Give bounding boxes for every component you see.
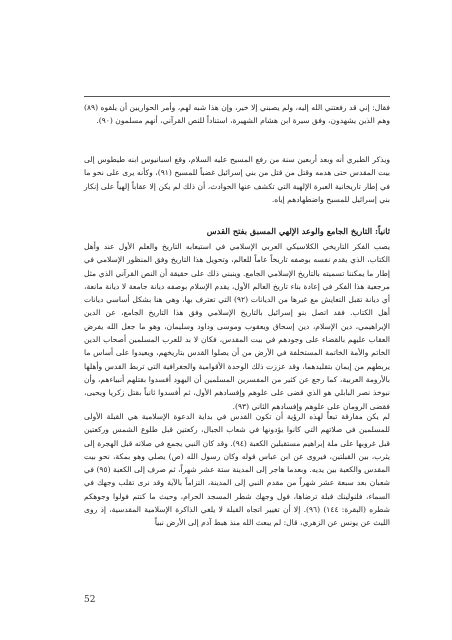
top-rule bbox=[84, 96, 390, 97]
paragraph-4 bbox=[84, 410, 390, 530]
paragraph-2-text: ويذكر الطبري أنه وبعد أربعين سنة من رفع المسيح عليه السلام، وقع اسبانيوس ابنه طيطوس إلى بيت المقدس حتى هدمه وقتل من قتل من بني إسرائيل غضباً للمسيح (٩١)، وكأنه يرى على نحو ما في إطار تاريخانية العبرة الإلهية التي تكشف عنها الحوادث، أن ذلك لم يكن إلا عقاباً إلهياً على إنكار بني إسرائيل للمسيح واضطهادهم إياه. bbox=[84, 155, 390, 204]
paragraph-1-text: فقال: إني قد رفعتني الله إليه، ولم يصبني إلا خير، وإن هذا شبه لهم، وأمر الحواريين أن يلقوه (٨٩) وهم الذين يشهدون، وفق سيرة ابن هشام الشهيرة، استناداً للنص القرآني، أنهم مسلمون (٩٠). bbox=[84, 103, 390, 126]
paragraph-4-text: لم يكن مفارقة تبعاً لهذه الرؤية أن تكون القدس في بداية الدعوة الإسلامية هي القبلة الأولى للمسلمين في صلاتهم التي كانوا يؤدونها في شعاب الجبال، ركعتين قبل طلوع الشمس وركعتين قبل غروبها على ملة إبراهيم مستقبلين الكعبة (٩٤). وقد كان النبي يجمع في صلاته قبل الهجرة إلى يثرب، بين القبلتين، فيروى عن ابن عباس قوله وكان رسول الله (ص) يصلي وهو بمكة، نحو بيت المقدس والكعبة بين يديه. وبعدما هاجر إلى المدينة ستة عشر شهراً، ثم صرف إلى الكعبة (٩٥) في شعبان بعد سبعة عشر شهراً من مقدم النبي إلى المدينة، التزاماً بالآية وقد نرى تقلب وجهك في السماء، فلنولينك قبلة ترضاها، فول وجهك شطر المسجد الحرام، وحيث ما كنتم فولوا وجوهكم شطره (البقرة: ١٤٤) (٩٦). إلا أن تغيير اتجاه القبلة لا يلغي الذاكرة الإسلامية المقدسية، إذ روى الليث عن يونس عن الزهري، قال: لم يبعث الله منذ هبط آدم إلى الأرض نبياً bbox=[84, 412, 390, 528]
paragraph-3-text: يصب الفكر التاريخي الكلاسيكي العربي الإسلامي في استيعابه التاريخ والعلم الأول عند وأهل الكتاب، الذي يقدم نفسه بوصفه تاريخاً عاماً للعالم، وتحويل هذا التاريخ وفق المنظور الإسلامي في إطار ما يمكننا تسميته بالتاريخ الإسلامي الجامع. وينبني ذلك على حقيقة أن النص القرآني الذي مثل مرجعية هذا الفكر في إعادة بناء تاريخ العالم الأول، يقدم الإسلام بوصفه ديانة جامعة لا ديانة مانعة، أي ديانة تقبل التعايش مع غيرها من الديانات (٩٢) التي تعترف بها، وهي هنا بشكل أساسي ديانات أهل الكتاب. فقد اتصل بنو إسرائيل بالتاريخ الإسلامي وفق هذا التاريخ الجامع، عن الدين الإبراهيمي، دين الإسلام، دين إسحاق ويعقوب وموسى وداود وسليمان، وهو ما جعل الله يفرض العقاب عليهم بالقضاء على وجودهم في بيت المقدس، فكان لا بد للعرب المسلمين أصحاب الدين الخاتم والأمة الخاتمة المستخلفة في الأرض من أن يصلوا القدس بتاريخهم، ويعيدوا على أساس ما يربطهم من إيمان بتقليدهما، وقد عززت ذلك الوحدة الأقوامية والجغرافية التي تربط القدس وأهلها بالأرومة العربية، كما رجع عن كثير من المفسرين المسلمين أن اليهود أفسدوا بقتلهم أنبياءهم، وأن نبوخذ نصر البابلي هو الذي قضى على علوهم وإفسادهم الأول، ثم أفسدوا ثانياً بقتل زكريا ويحيى، فقضى الرومان على علوهم وإفسادهم الثاني (٩٣). bbox=[84, 242, 391, 411]
section-heading: ثانياً: التاريخ الجامع والوعد الإلهي المسبق بفتح القدس bbox=[206, 226, 390, 236]
paragraph-3 bbox=[84, 240, 390, 413]
page-number: 52 bbox=[84, 595, 96, 605]
paragraph-1 bbox=[84, 101, 390, 128]
paragraph-2 bbox=[84, 153, 390, 206]
